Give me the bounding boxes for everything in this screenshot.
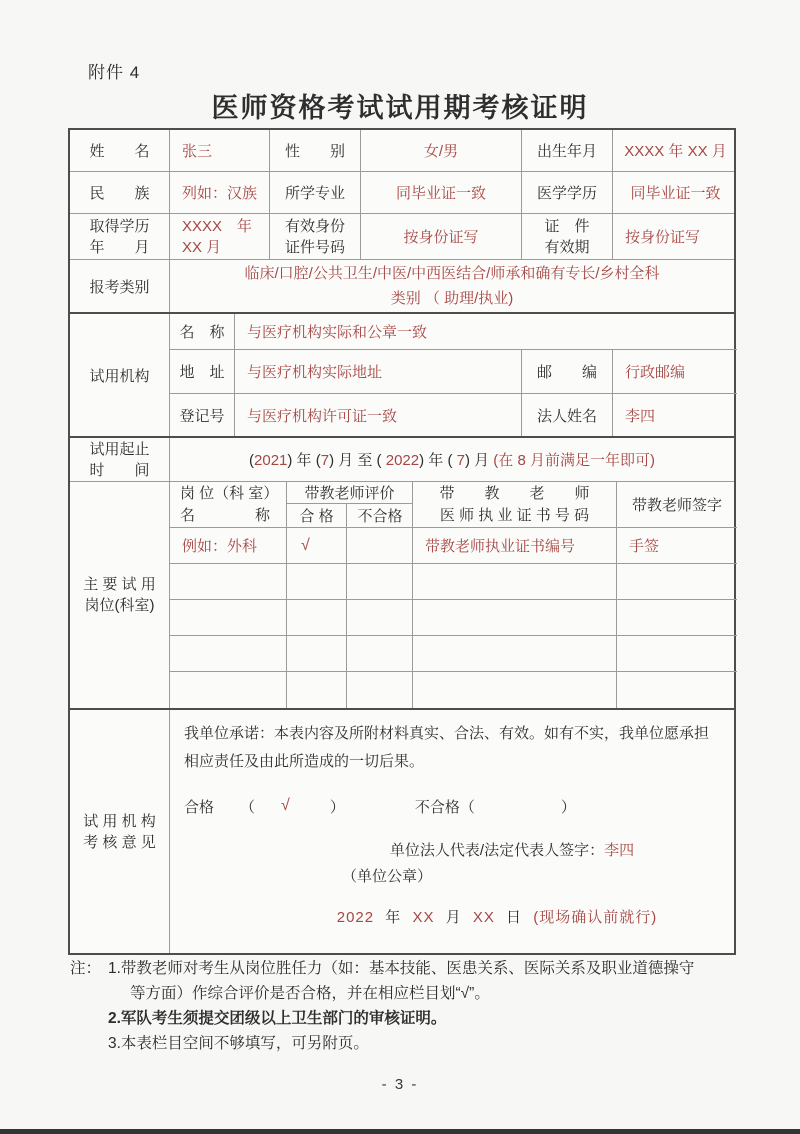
form-table <box>68 128 736 955</box>
main-positions-label: 主 要 试 用 岗位(科室) <box>70 482 170 708</box>
positions-empty-row <box>170 564 737 600</box>
ethnic-label: 民 族 <box>70 172 170 213</box>
col-dept-name-header: 岗 位（科 室） 名 称 <box>170 482 287 527</box>
birth-label: 出生年月 <box>522 130 613 171</box>
trial-period-value: (2021) 年 (7) 月 至 ( 2022) 年 ( 7) 月 (在 8 月前满足一年即可) <box>249 452 655 469</box>
edu-label: 医学学历 <box>522 172 613 213</box>
unit-seal-note: （单位公章） <box>341 867 432 885</box>
org-addr-row <box>170 350 737 394</box>
exam-category-label: 报考类别 <box>70 260 170 312</box>
major-label: 所学专业 <box>270 172 361 213</box>
example-pass-check: √ <box>287 528 347 563</box>
ethnic-value: 列如：汉族 <box>170 172 270 213</box>
org-reg-row <box>170 394 737 436</box>
positions-empty-row <box>170 636 737 672</box>
col-eval-header: 带教老师评价 合 格 不合格 <box>287 482 413 527</box>
validity-label: 证 件 有效期 <box>522 214 613 259</box>
row-degree-id-validity <box>70 214 734 260</box>
notes-label: 注： <box>70 960 102 977</box>
row-name-gender-birth <box>70 130 734 172</box>
positions-header-row <box>170 482 737 528</box>
pass-fail-line: 合格 （ √ ） 不合格 （ ） <box>184 797 576 816</box>
note-item-3: 3.本表栏目空间不够填写，可另附页。 <box>108 1035 369 1053</box>
org-reg-label: 登记号 <box>170 394 235 436</box>
org-legal-label: 法人姓名 <box>522 394 613 436</box>
exam-category-value: 临床/口腔/公共卫生/中医/中西医结合/师承和确有专长/乡村全科 类别 （ 助理/执业) <box>244 264 660 307</box>
section-main-positions <box>70 482 734 708</box>
example-sign: 手签 <box>629 538 660 555</box>
positions-empty-row <box>170 600 737 636</box>
bottom-edge-bar <box>0 1129 800 1134</box>
gender-label: 性 别 <box>270 130 361 171</box>
degree-value: XXXX 年 XX 月 <box>170 214 270 259</box>
footnotes <box>70 956 738 1056</box>
org-name-label: 名 称 <box>170 314 235 349</box>
org-name-value: 与医疗机构实际和公章一致 <box>247 324 428 341</box>
org-zip-value: 行政邮编 <box>625 364 686 381</box>
page-title: 医师资格考试试用期考核证明 <box>211 93 589 123</box>
pass-check-mark: √ <box>281 797 290 814</box>
org-reg-value: 与医疗机构许可证一致 <box>235 394 522 436</box>
note-item-2: 2.军队考生须提交团级以上卫生部门的审核证明。 <box>108 1010 447 1028</box>
example-fail-cell <box>347 528 413 563</box>
org-addr-value: 与医疗机构实际地址 <box>235 350 522 393</box>
row-trial-period <box>70 436 734 482</box>
promise-text: 我单位承诺：本表内容及所附材料真实、合法、有效。如有不实，我单位愿承担相应责任及由此所造成的一切后果。 <box>184 725 710 770</box>
example-dept: 例如：外科 <box>170 528 287 563</box>
note-item-1b: 等方面）作综合评价是否合格，并在相应栏目划“√”。 <box>130 985 490 1003</box>
positions-empty-row <box>170 672 737 708</box>
section-trial-institution <box>70 312 734 436</box>
row-exam-category <box>70 260 734 312</box>
edu-value: 同毕业证一致 <box>630 185 721 202</box>
legal-representative-signature: 李四 <box>604 841 635 859</box>
id-number-label: 有效身份 证件号码 <box>270 214 361 259</box>
org-legal-value: 李四 <box>625 407 656 425</box>
name-label: 姓 名 <box>70 130 170 171</box>
page-number: - 3 - <box>381 1076 419 1093</box>
col-cert-header: 带 教 老 师 医 师 执 业 证 书 号 码 <box>413 482 617 527</box>
validity-value: 按身份证写 <box>625 229 701 246</box>
assessment-date-line: 2022 年 XX 月 XX 日 (现场确认前就行) <box>336 908 658 926</box>
gender-value: 女/男 <box>361 130 522 171</box>
row-ethnic-major-edu <box>70 172 734 214</box>
example-cert: 带教老师执业证书编号 <box>413 528 617 563</box>
org-name-row <box>170 314 737 350</box>
assessment-label: 试 用 机 构 考 核 意 见 <box>70 710 170 953</box>
section-assessment-opinion <box>70 708 734 953</box>
org-addr-label: 地 址 <box>170 350 235 393</box>
major-value: 同毕业证一致 <box>361 172 522 213</box>
id-number-value: 按身份证写 <box>361 214 522 259</box>
trial-institution-label: 试用机构 <box>70 314 170 436</box>
col-fail-header: 不合格 <box>357 508 403 525</box>
trial-period-label: 试用起止 时 间 <box>70 438 170 481</box>
name-value: 张三 <box>170 130 270 171</box>
col-pass-header: 合 格 <box>287 504 347 527</box>
birth-value: XXXX 年 XX 月 <box>624 143 727 160</box>
attachment-label: 附件 4 <box>88 63 141 82</box>
org-zip-label: 邮 编 <box>522 350 613 393</box>
positions-example-row <box>170 528 737 564</box>
note-item-1a: 1.带教老师对考生从岗位胜任力（如：基本技能、医患关系、医际关系及职业道德操守 <box>108 960 695 977</box>
legal-representative-sign-line: 单位法人代表/法定代表人签字：李四 <box>389 841 635 859</box>
degree-label: 取得学历 年 月 <box>70 214 170 259</box>
col-sign-header: 带教老师签字 <box>631 497 722 514</box>
